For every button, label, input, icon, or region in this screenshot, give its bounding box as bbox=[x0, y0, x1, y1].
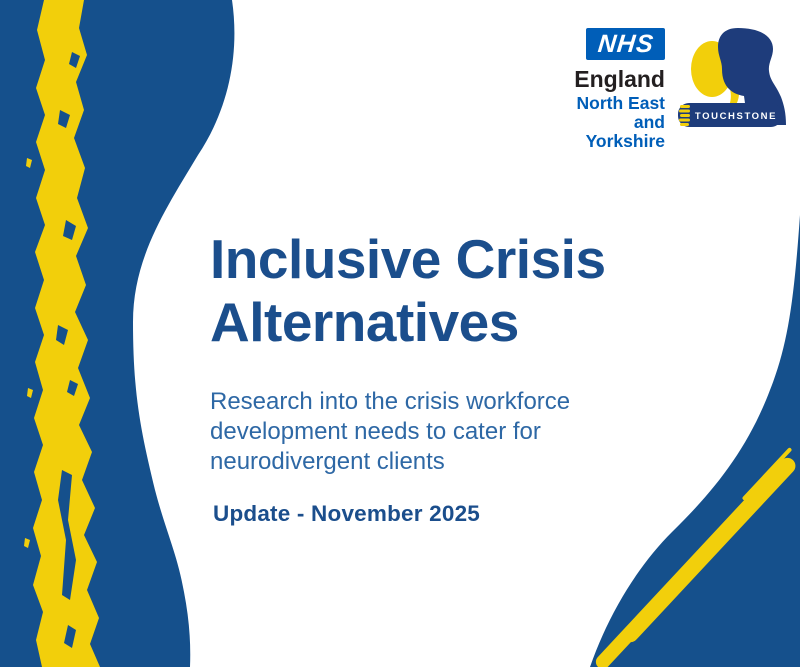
touchstone-logo bbox=[678, 25, 790, 137]
subtitle-line-3: neurodivergent clients bbox=[210, 448, 445, 475]
nhs-region-line2: and Yorkshire bbox=[585, 112, 665, 151]
subtitle-line-2: development needs to cater for bbox=[210, 418, 541, 445]
touchstone-wordmark: TOUCHSTONE bbox=[694, 111, 778, 122]
title-line-1: Inclusive Crisis bbox=[210, 228, 606, 290]
nhs-region-line1: North East bbox=[576, 93, 665, 113]
touchstone-logo-mark bbox=[678, 25, 790, 137]
nhs-england-logo bbox=[555, 28, 665, 151]
left-blue-shape bbox=[0, 0, 234, 667]
title-line-2: Alternatives bbox=[210, 291, 519, 353]
subtitle bbox=[210, 387, 680, 477]
page-title bbox=[210, 228, 680, 354]
subtitle-line-1: Research into the crisis workforce bbox=[210, 388, 571, 415]
update-date-line: Update - November 2025 bbox=[213, 501, 480, 526]
cover-content bbox=[210, 228, 680, 527]
nhs-acronym: NHS bbox=[596, 29, 655, 58]
nhs-org-name: England bbox=[574, 66, 665, 92]
nhs-lozenge bbox=[586, 28, 665, 60]
